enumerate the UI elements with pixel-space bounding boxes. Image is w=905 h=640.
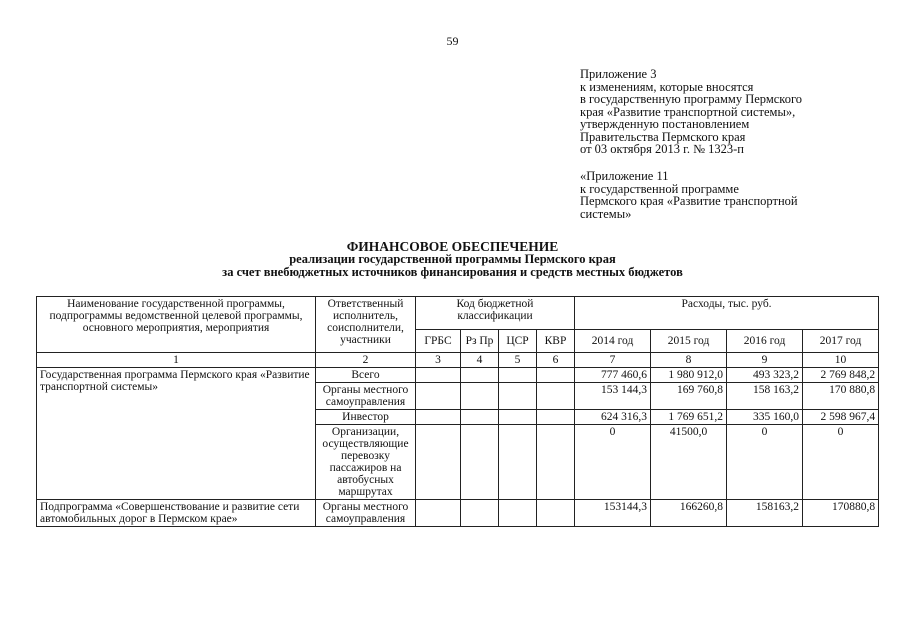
column-number: 3	[416, 353, 461, 368]
page-number: 59	[446, 34, 459, 48]
code-cell	[461, 500, 499, 527]
title-line-2: реализации государственной программы Пермского края	[289, 252, 616, 266]
column-number: 9	[727, 353, 803, 368]
column-number: 7	[575, 353, 651, 368]
column-number-row	[37, 353, 879, 368]
code-cell	[499, 368, 537, 383]
code-cell	[461, 410, 499, 425]
executor-cell: Органы местного самоуправления	[316, 383, 416, 410]
code-cell	[499, 425, 537, 500]
column-number: 1	[37, 353, 316, 368]
title-line-3: за счет внебюджетных источников финансирования и средств местных бюджетов	[222, 265, 683, 279]
value-2017: 170 880,8	[803, 383, 879, 410]
code-cell	[499, 383, 537, 410]
value-2016: 0	[727, 425, 803, 500]
code-cell	[537, 500, 575, 527]
code-cell	[537, 383, 575, 410]
appendix-line: к государственной программе	[580, 181, 739, 196]
value-2016: 493 323,2	[727, 368, 803, 383]
code-cell	[537, 425, 575, 500]
header-csr: ЦСР	[499, 330, 537, 353]
appendix-11-note	[580, 170, 798, 220]
header-budget-code: Код бюджетной классификации	[416, 297, 575, 330]
column-number: 4	[461, 353, 499, 368]
appendix-line: «Приложение 11	[580, 169, 669, 183]
code-cell	[416, 383, 461, 410]
financing-table	[36, 296, 879, 527]
value-2017: 2 769 848,2	[803, 368, 879, 383]
column-number: 8	[651, 353, 727, 368]
value-2014: 153 144,3	[575, 383, 651, 410]
value-2014: 0	[575, 425, 651, 500]
code-cell	[416, 425, 461, 500]
header-executor: Ответственный исполнитель, соисполнители, участники	[316, 297, 416, 353]
header-row-1	[37, 297, 879, 330]
value-2015: 169 760,8	[651, 383, 727, 410]
appendix-line: от 03 октября 2013 г. № 1323-п	[580, 142, 744, 156]
appendix-line: Приложение 3	[580, 67, 657, 81]
header-2017: 2017 год	[803, 330, 879, 353]
column-number: 5	[499, 353, 537, 368]
executor-cell: Инвестор	[316, 410, 416, 425]
appendix-line: Пермского края «Развитие транспортной	[580, 194, 798, 208]
appendix-line: к изменениям, которые вносятся	[580, 79, 754, 94]
header-2014: 2014 год	[575, 330, 651, 353]
column-number: 2	[316, 353, 416, 368]
code-cell	[499, 410, 537, 425]
document-title	[0, 240, 905, 279]
code-cell	[461, 383, 499, 410]
value-2017: 0	[803, 425, 879, 500]
code-cell	[461, 425, 499, 500]
appendix-line: утвержденную постановлением	[580, 117, 750, 131]
value-2014: 153144,3	[575, 500, 651, 527]
value-2017: 170880,8	[803, 500, 879, 527]
column-number: 10	[803, 353, 879, 368]
table-row	[37, 500, 879, 527]
header-grbs: ГРБС	[416, 330, 461, 353]
appendix-line: в государственную программу Пермского	[580, 92, 803, 106]
appendix-3-note	[580, 68, 802, 156]
executor-cell: Всего	[316, 368, 416, 383]
header-rzpr: Рз Пр	[461, 330, 499, 353]
header-name: Наименование государственной программы, подпрограммы ведомственной целевой программы, основного мероприятия, мероприятия	[37, 297, 316, 353]
column-number: 6	[537, 353, 575, 368]
value-2016: 158163,2	[727, 500, 803, 527]
appendix-line: системы»	[580, 206, 632, 221]
table-row	[37, 368, 879, 383]
value-2016: 158 163,2	[727, 383, 803, 410]
value-2015: 1 769 651,2	[651, 410, 727, 425]
title-line-1: ФИНАНСОВОЕ ОБЕСПЕЧЕНИЕ	[346, 239, 559, 254]
executor-cell: Организации, осуществляющие перевозку пассажиров на автобусных маршрутах	[316, 425, 416, 500]
value-2014: 777 460,6	[575, 368, 651, 383]
code-cell	[461, 368, 499, 383]
code-cell	[537, 368, 575, 383]
value-2015: 166260,8	[651, 500, 727, 527]
header-2015: 2015 год	[651, 330, 727, 353]
header-2016: 2016 год	[727, 330, 803, 353]
value-2015: 1 980 912,0	[651, 368, 727, 383]
code-cell	[537, 410, 575, 425]
value-2015: 41500,0	[651, 425, 727, 500]
code-cell	[416, 500, 461, 527]
code-cell	[416, 410, 461, 425]
code-cell	[499, 500, 537, 527]
appendix-line: края «Развитие транспортной системы»,	[580, 104, 796, 119]
value-2016: 335 160,0	[727, 410, 803, 425]
header-expenses: Расходы, тыс. руб.	[575, 297, 879, 330]
value-2014: 624 316,3	[575, 410, 651, 425]
code-cell	[416, 368, 461, 383]
value-2017: 2 598 967,4	[803, 410, 879, 425]
program-name: Государственная программа Пермского края «Развитие транспортной системы»	[37, 368, 316, 500]
appendix-line: Правительства Пермского края	[580, 129, 746, 144]
executor-cell: Органы местного самоуправления	[316, 500, 416, 527]
header-kvr: КВР	[537, 330, 575, 353]
subprogram-name: Подпрограмма «Совершенствование и развитие сети автомобильных дорог в Пермском крае»	[37, 500, 316, 527]
